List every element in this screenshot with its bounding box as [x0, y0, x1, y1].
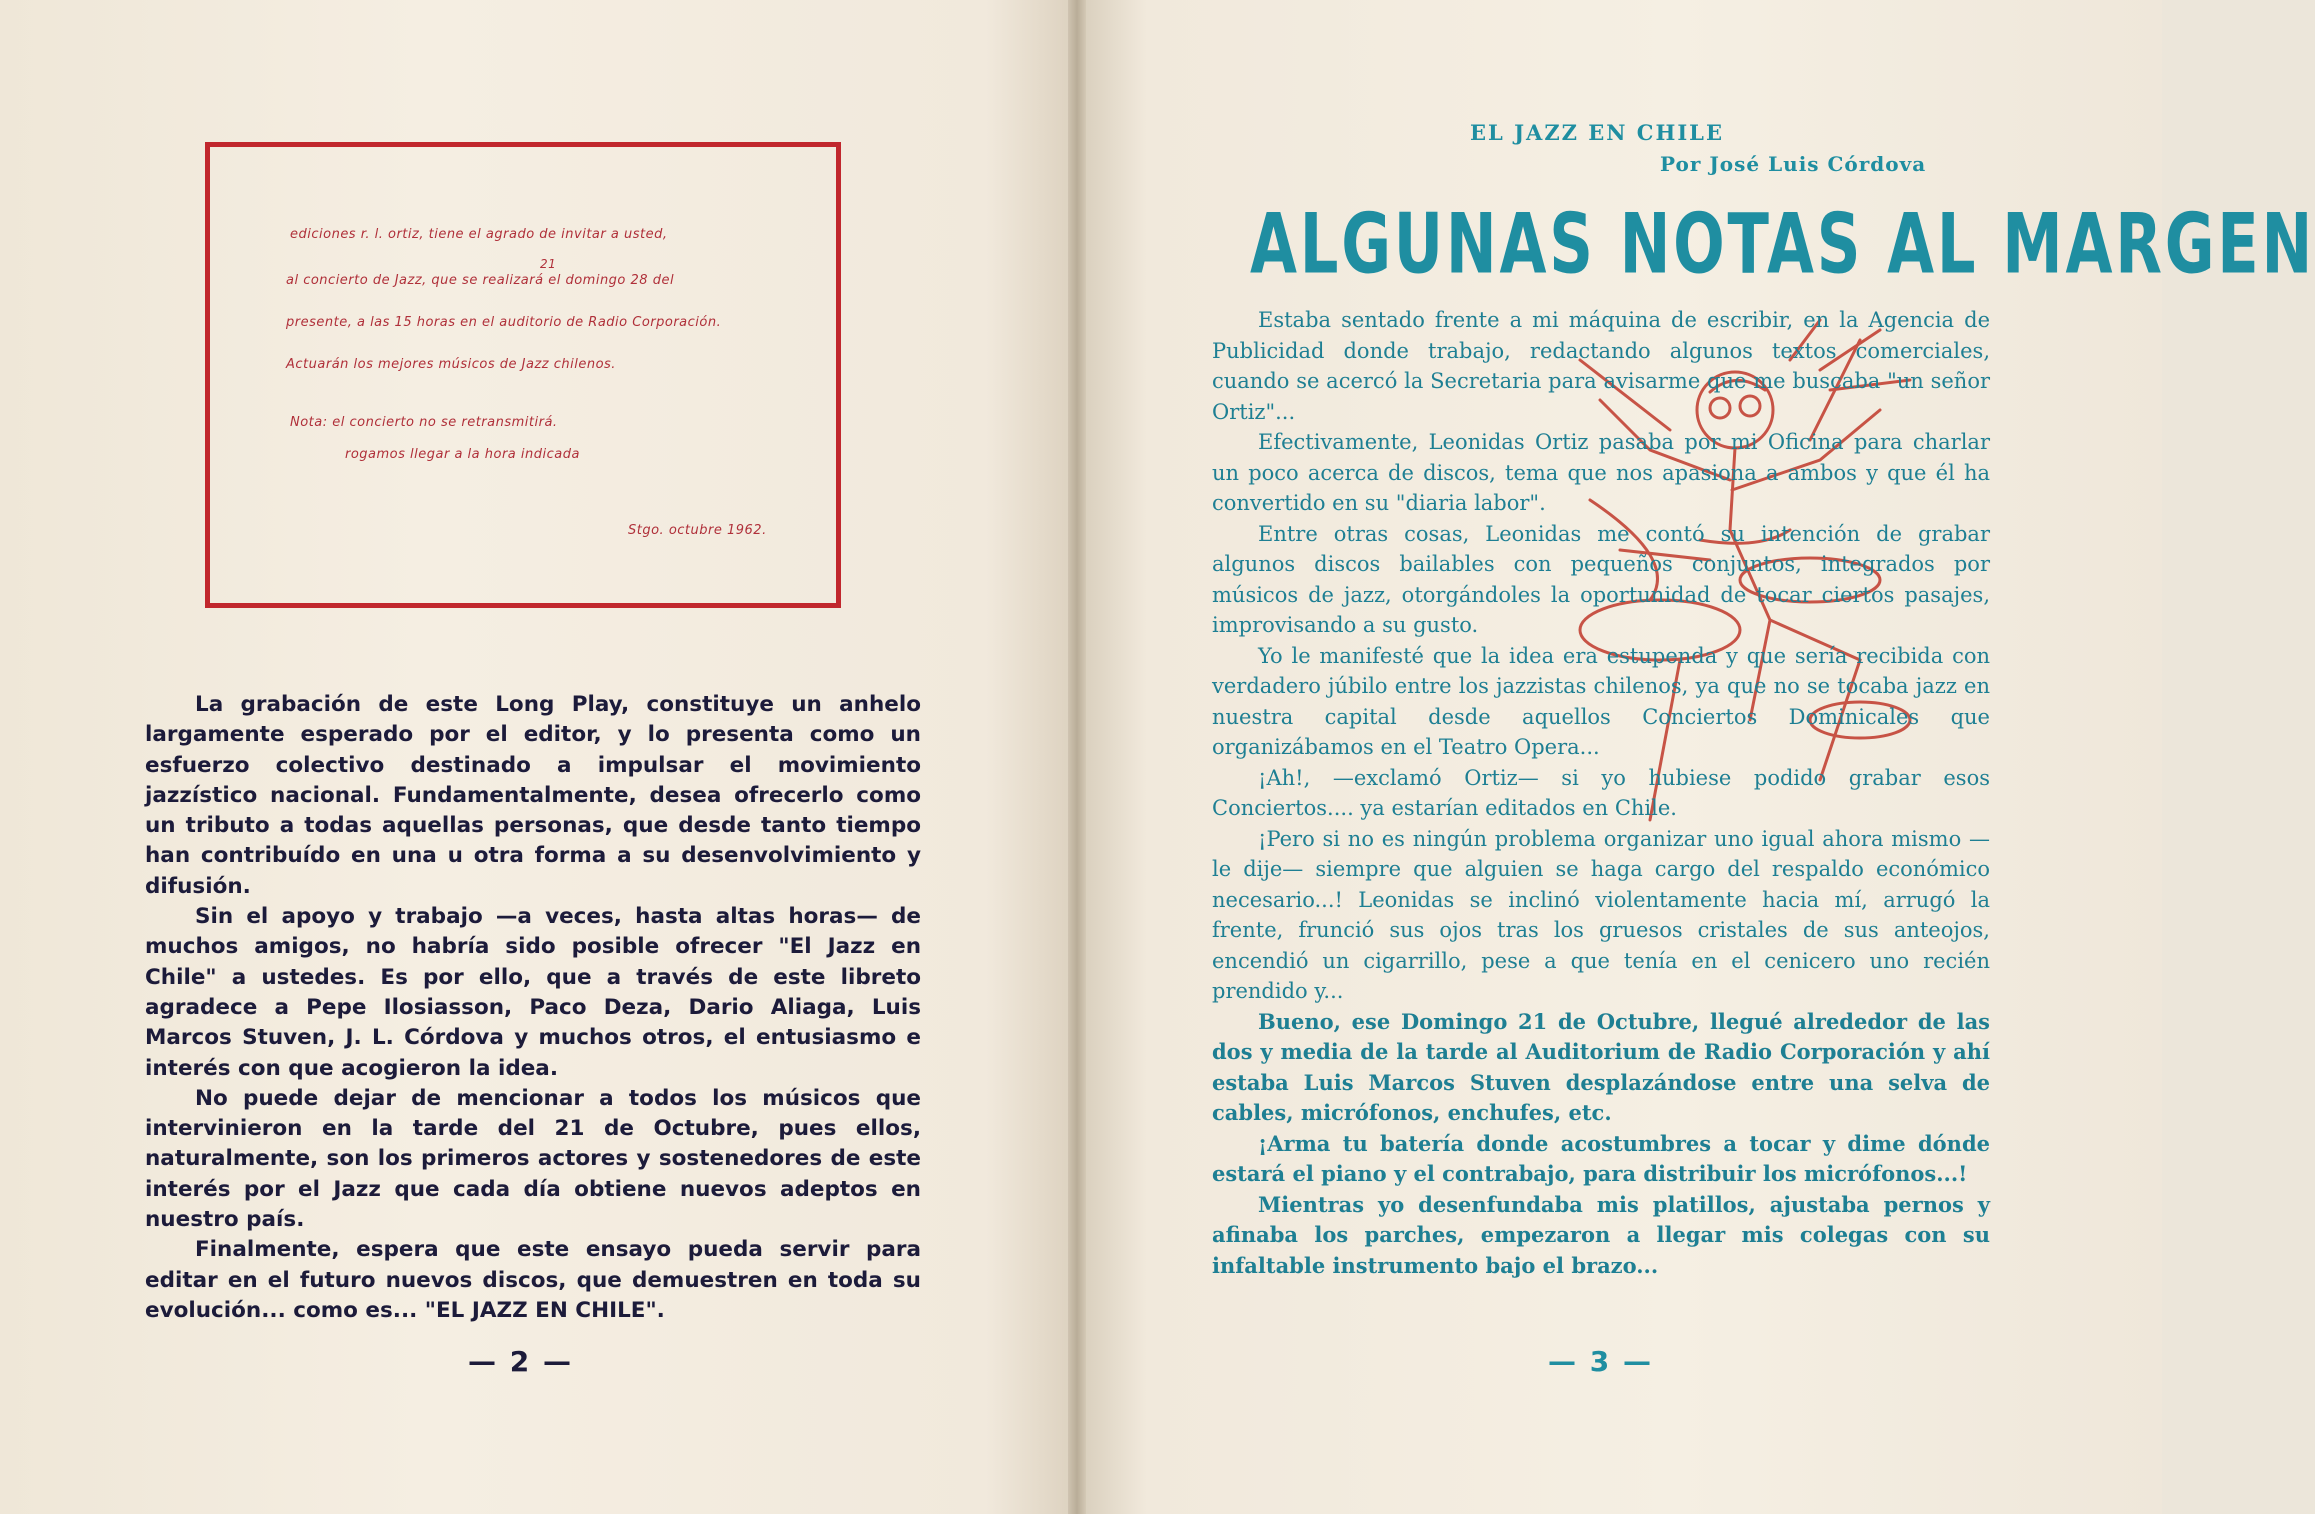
right-paragraph-bold: ¡Arma tu batería donde acostumbres a tocar y dime dónde estará el piano y el contrabajo, para distribuir los micrófonos...!: [1212, 1130, 1990, 1186]
left-paragraph: Sin el apoyo y trabajo —a veces, hasta altas horas— de muchos amigos, no habría sido posible ofrecer "El Jazz en Chile" a ustedes. Es por ello, que a través de este libreto agradece a Pepe Ilosiasson, Paco Deza, Dario Aliaga, Luis Marcos Stuven, J. L. Córdova y muchos otros, el entusiasmo e interés con que acogieron la idea.: [145, 904, 921, 1081]
invite-note-line-1: Nota: el concierto no se retransmitirá.: [290, 415, 558, 430]
left-paragraph: Finalmente, espera que este ensayo pueda servir para editar en el futuro nuevos discos, que demuestren en toda su evolución... como es... "EL JAZZ EN CHILE".: [145, 1237, 921, 1323]
right-paragraph-bold: Bueno, ese Domingo 21 de Octubre, llegué alrededor de las dos y media de la tarde al Auditorium de Radio Corporación y ahí estaba Luis Marcos Stuven desplazándose entre una selva de cables, micrófonos, enchufes, etc.: [1212, 1008, 1990, 1125]
right-paragraph: Efectivamente, Leonidas Ortiz pasaba por mi Oficina para charlar un poco acerca de discos, tema que nos apasiona a ambos y que él ha convertido en su "diaria labor".: [1212, 430, 1990, 515]
invite-date: Stgo. octubre 1962.: [628, 523, 767, 538]
right-paragraph: ¡Pero si no es ningún problema organizar uno igual ahora mismo —le dije— siempre que alguien se haga cargo del respaldo económico necesario...! Leonidas se inclinó violentamente hacia mí, arrugó la frente, frunció sus ojos tras los gruesos cristales de sus anteojos, encendió un cigarrillo, pese a que tenía en el cenicero uno recién prendido y...: [1212, 826, 1990, 1003]
invite-line-2: al concierto de Jazz, que se realizará el domingo 28 del: [286, 273, 675, 288]
right-paragraph: Estaba sentado frente a mi máquina de escribir, en la Agencia de Publicidad donde trabajo, redactando algunos textos comerciales, cuando se acercó la Secretaria para avisarme que me buscaba "un señor Ortiz"...: [1212, 308, 1990, 424]
invite-line-3: presente, a las 15 horas en el auditorio de Radio Corporación.: [286, 315, 722, 330]
left-page-body: [145, 690, 921, 1326]
right-page-body: [1212, 305, 1990, 1281]
series-title: EL JAZZ EN CHILE: [1470, 120, 1724, 145]
invite-note-line-2: rogamos llegar a la hora indicada: [345, 447, 580, 462]
page-number-left: — 2 —: [468, 1345, 573, 1378]
article-title: ALGUNAS NOTAS AL MARGEN: [1250, 196, 2315, 293]
right-paragraph: Yo le manifesté que la idea era estupenda y que sería recibida con verdadero júbilo entre los jazzistas chilenos, ya que no se tocaba jazz en nuestra capital desde aquellos Conciertos Dominicales que organizábamos en el Teatro Opera...: [1212, 643, 1990, 759]
invite-line-4: Actuarán los mejores músicos de Jazz chilenos.: [286, 357, 616, 372]
right-paragraph-bold: Mientras yo desenfundaba mis platillos, ajustaba pernos y afinaba los parches, empezaron a llegar mis colegas con su infaltable instrumento bajo el brazo...: [1212, 1191, 1990, 1278]
right-paragraph: ¡Ah!, —exclamó Ortiz— si yo hubiese podido grabar esos Conciertos.... ya estarían editados en Chile.: [1212, 765, 1990, 820]
invite-date-correction: 21: [540, 257, 557, 271]
left-paragraph: La grabación de este Long Play, constituye un anhelo largamente esperado por el editor, y lo presenta como un esfuerzo colectivo destinado a impulsar el movimiento jazzístico nacional. Fundamentalmente, desea ofrecerlo como un tributo a todas aquellas personas, que desde tanto tiempo han contribuído en una u otra forma a su desenvolvimiento y difusión.: [145, 692, 921, 899]
right-paragraph: Entre otras cosas, Leonidas me contó su intención de grabar algunos discos bailables con pequeños conjuntos, integrados por músicos de jazz, otorgándoles la oportunidad de tocar ciertos pasajes, improvisando a su gusto.: [1212, 521, 1990, 637]
invitation-card: [205, 142, 841, 608]
page-number-right: — 3 —: [1548, 1345, 1653, 1378]
left-paragraph: No puede dejar de mencionar a todos los músicos que intervinieron en la tarde del 21 de Octubre, pues ellos, naturalmente, son los primeros actores y sostenedores de este interés por el Jazz que cada día obtiene nuevos adeptos en nuestro país.: [145, 1085, 921, 1233]
invite-line-1: ediciones r. l. ortiz, tiene el agrado de invitar a usted,: [290, 227, 668, 242]
article-author: Por José Luis Córdova: [1660, 152, 1927, 176]
book-gutter: [1068, 0, 1086, 1514]
